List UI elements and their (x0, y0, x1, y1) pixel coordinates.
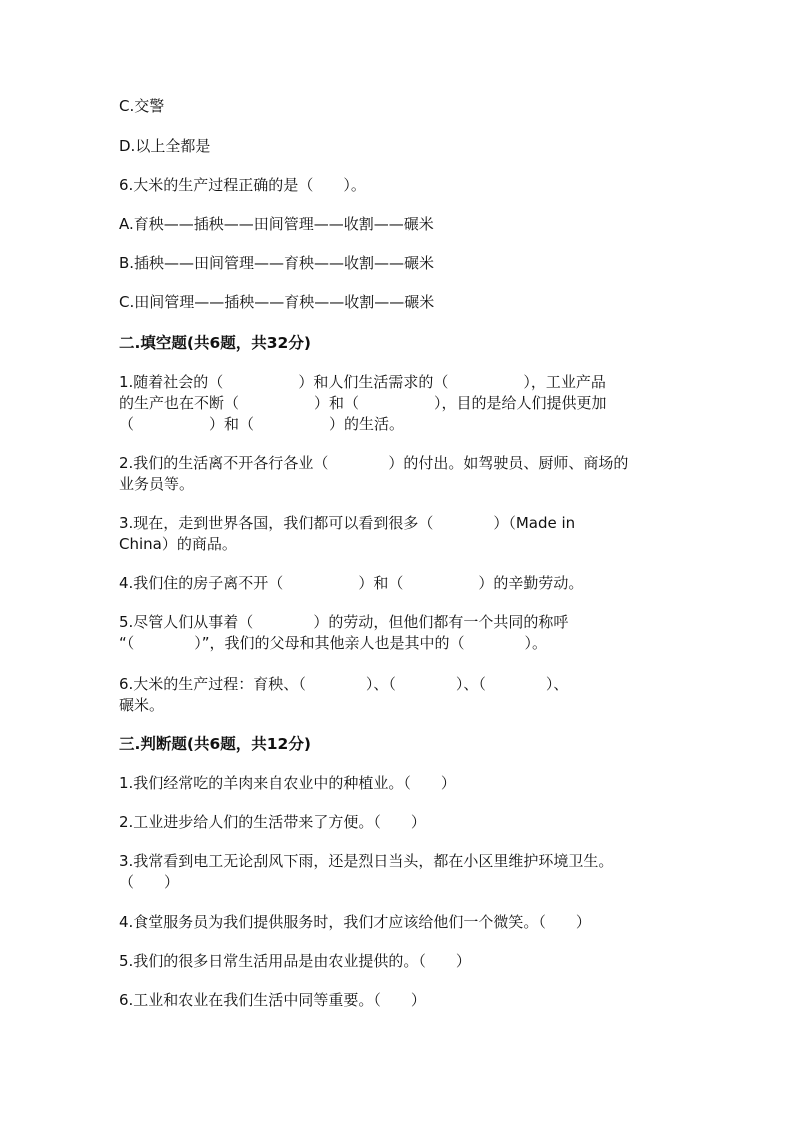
judge-q3-line1: 3.我常看到电工无论刮风下雨，还是烈日当头，都在小区里维护环境卫生。 (119, 852, 614, 870)
question-6-option-a: A.育秧——插秧——田间管理——收割——碾米 (119, 215, 434, 233)
fill-q1-line3: （ ）和（ ）的生活。 (119, 415, 405, 433)
fill-q4-line1: 4.我们住的房子离不开（ ）和（ ）的辛勤劳动。 (119, 574, 584, 592)
fill-q3-line1: 3.现在，走到世界各国，我们都可以看到很多（ ）（Made in (119, 514, 576, 532)
fill-q2-line2: 业务员等。 (119, 475, 195, 493)
option-d-all-of-above: D.以上全都是 (119, 137, 211, 155)
section-2-title: 二.填空题(共6题，共32分) (119, 334, 311, 352)
judge-q1: 1.我们经常吃的羊肉来自农业中的种植业。（ ） (119, 774, 456, 792)
fill-q1-line2: 的生产也在不断（ ）和（ ），目的是给人们提供更加 (119, 394, 607, 412)
judge-q6: 6.工业和农业在我们生活中同等重要。（ ） (119, 991, 426, 1009)
fill-q5-line1: 5.尽管人们从事着（ ）的劳动，但他们都有一个共同的称呼 (119, 613, 569, 631)
question-6-option-c: C.田间管理——插秧——育秧——收割——碾米 (119, 293, 435, 311)
judge-q5: 5.我们的很多日常生活用品是由农业提供的。（ ） (119, 952, 471, 970)
fill-q6-line2: 碾米。 (119, 696, 165, 714)
fill-q6-line1: 6.大米的生产过程：育秧、（ ）、（ ）、（ ）、 (119, 675, 569, 693)
question-6-option-b: B.插秧——田间管理——育秧——收割——碾米 (119, 254, 435, 272)
fill-q1-line1: 1.随着社会的（ ）和人们生活需求的（ ），工业产品 (119, 373, 606, 391)
fill-q5-line2: “（ ）”，我们的父母和其他亲人也是其中的（ ）。 (119, 634, 548, 652)
judge-q2: 2.工业进步给人们的生活带来了方便。（ ） (119, 813, 426, 831)
option-c-traffic-police: C.交警 (119, 97, 165, 115)
fill-q2-line1: 2.我们的生活离不开各行各业（ ）的付出。如驾驶员、厨师、商场的 (119, 454, 629, 472)
section-3-title: 三.判断题(共6题，共12分) (119, 735, 311, 753)
question-6-stem: 6.大米的生产过程正确的是（ ）。 (119, 176, 366, 194)
fill-q3-line2: China）的商品。 (119, 535, 237, 553)
judge-q4: 4.食堂服务员为我们提供服务时，我们才应该给他们一个微笑。（ ） (119, 913, 591, 931)
judge-q3-line2: （ ） (119, 873, 180, 891)
